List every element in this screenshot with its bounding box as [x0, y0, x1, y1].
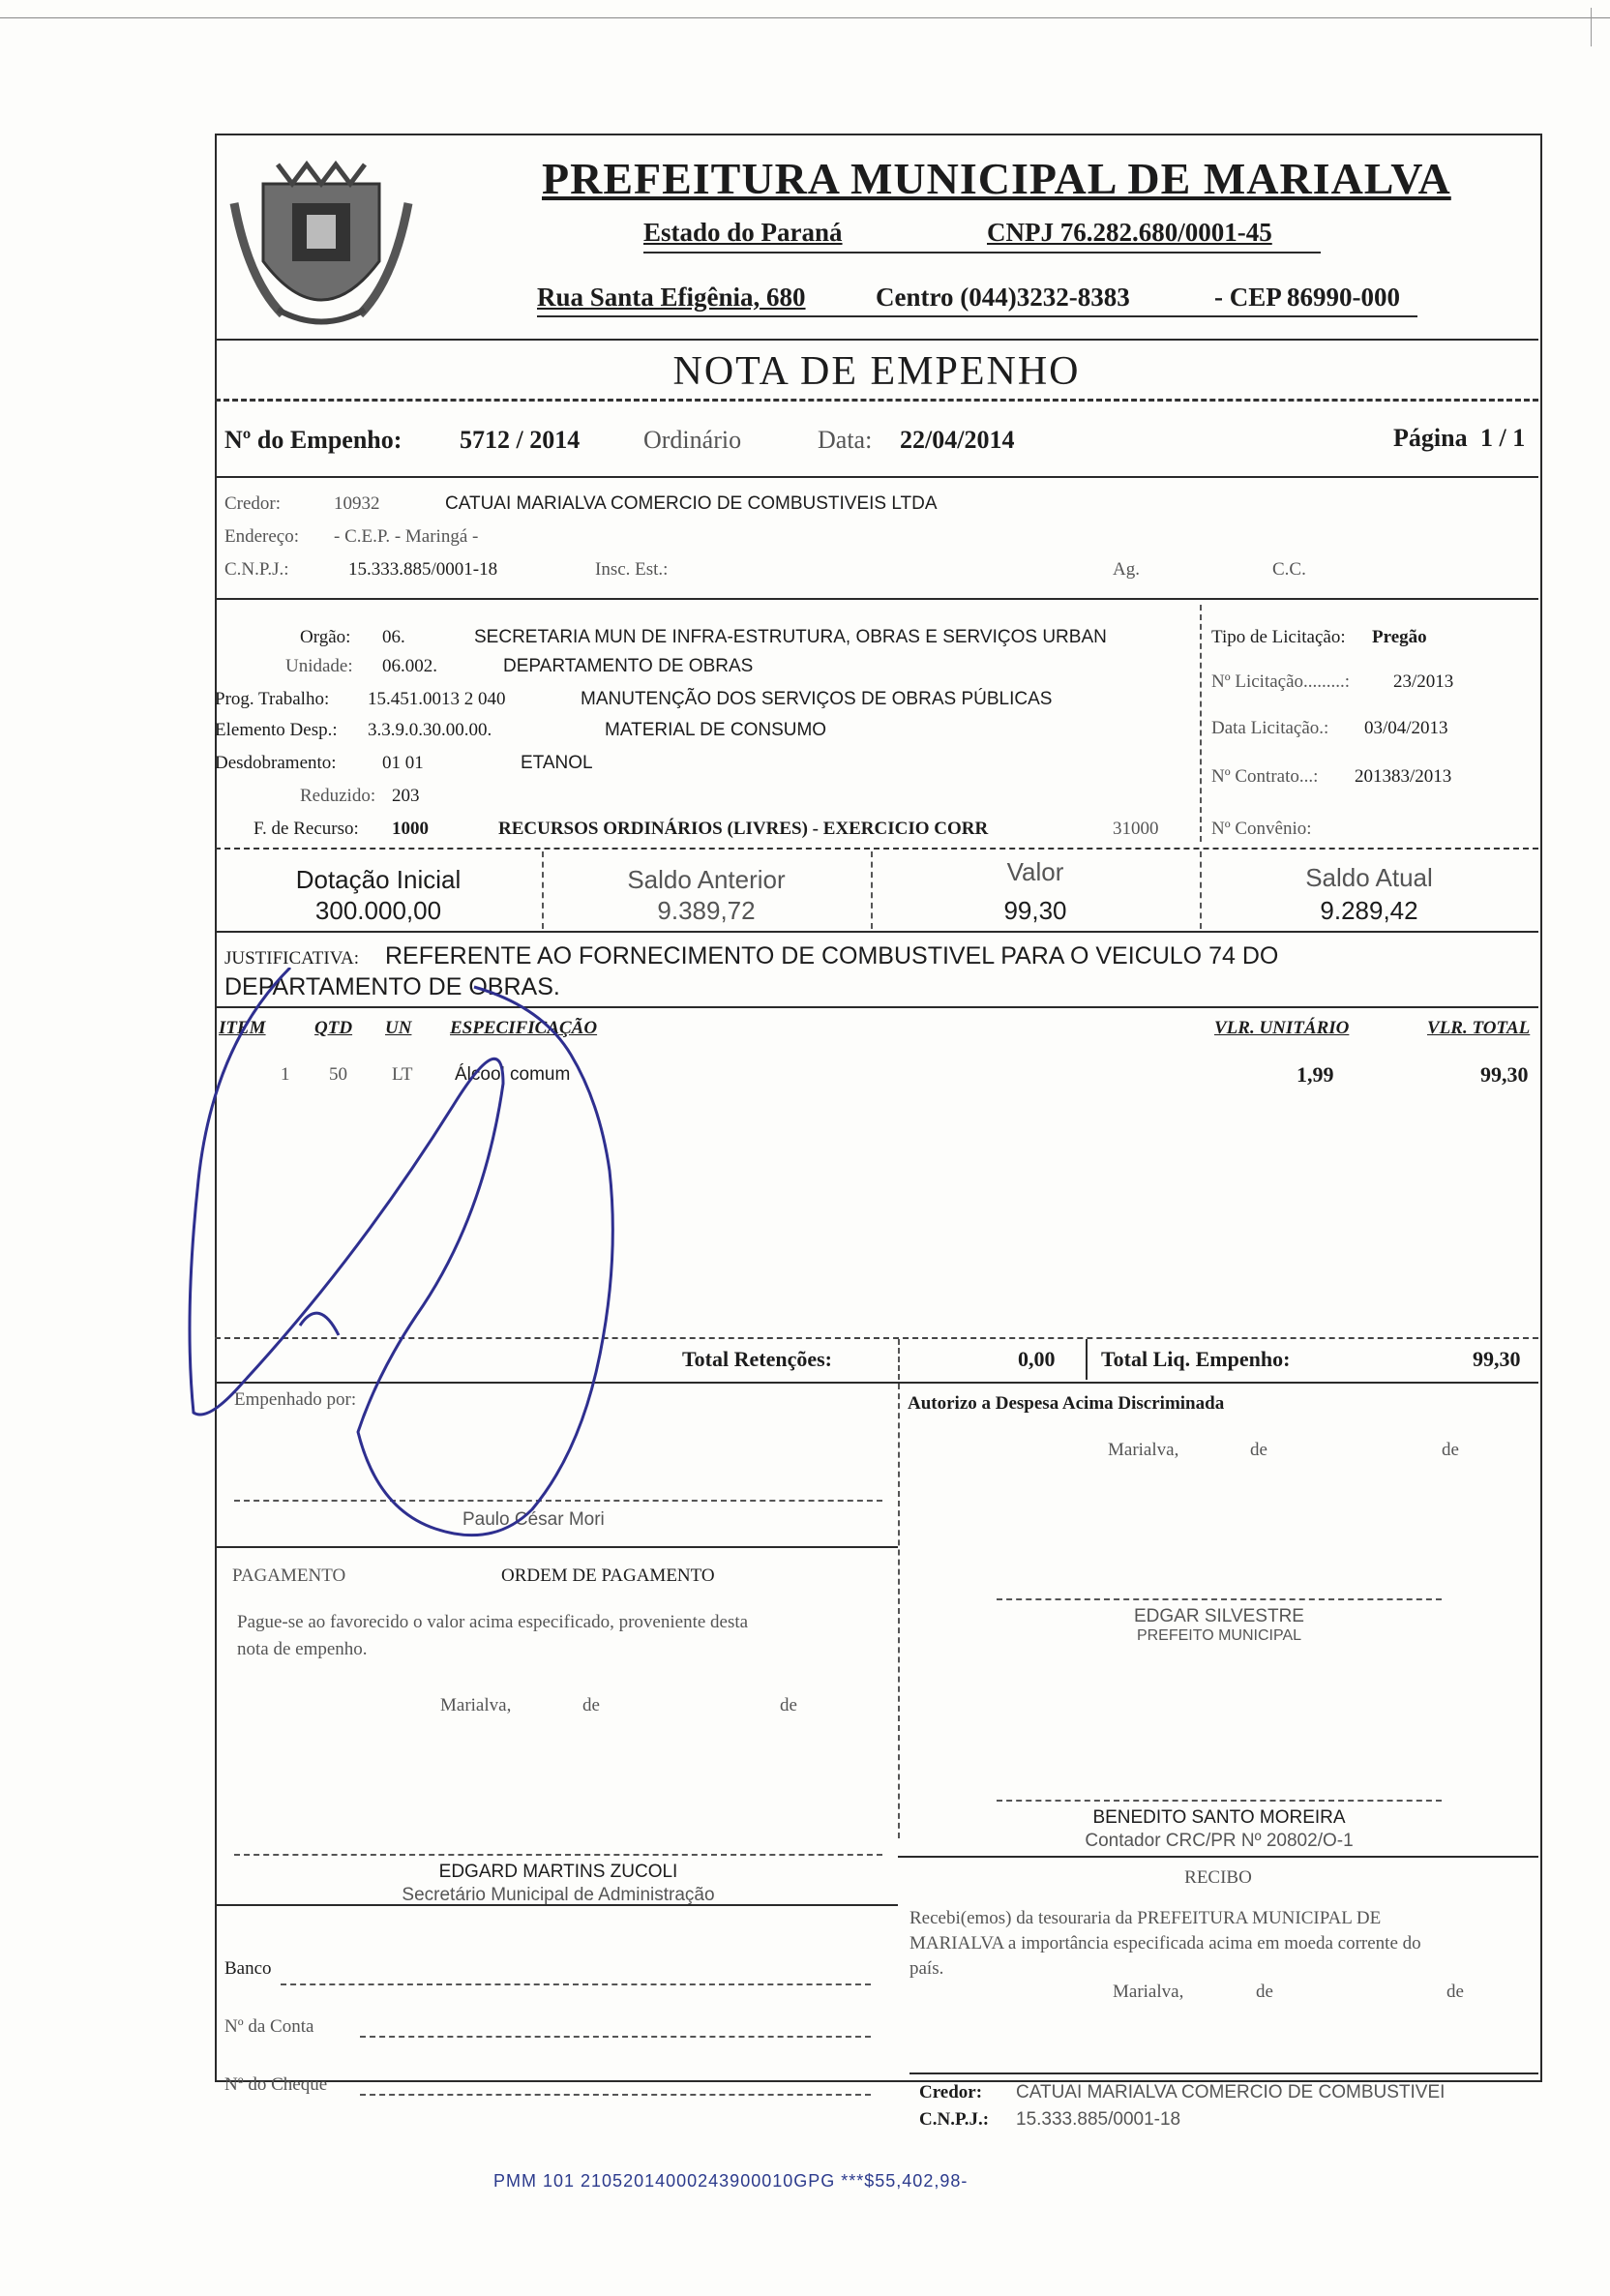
- item-total-value: 99,30: [1480, 1062, 1529, 1087]
- header-title: PREFEITURA MUNICIPAL DE MARIALVA: [542, 154, 1451, 203]
- contrato-value: 201383/2013: [1355, 766, 1452, 787]
- rule-dotacao: [215, 848, 1538, 850]
- col-un: UN: [385, 1018, 412, 1038]
- recibo-text-1: Recebi(emos) da tesouraria da PREFEITURA MUNICIPAL DE: [909, 1908, 1382, 1928]
- prefeito-signature-line: [997, 1598, 1442, 1600]
- banco-label: Banco: [224, 1958, 272, 1979]
- pagamento-city: Marialva,: [440, 1695, 512, 1715]
- contador-title: Contador CRC/PR Nº 20802/O-1: [1085, 1831, 1354, 1851]
- pagamento-text-1: Pague-se ao favorecido o valor acima especificado, proveniente desta: [237, 1612, 749, 1632]
- prefeito-name: EDGAR SILVESTRE: [1134, 1606, 1304, 1626]
- prefeito-title: PREFEITO MUNICIPAL: [1136, 1627, 1302, 1644]
- rule-saldos: [215, 931, 1538, 933]
- secretario-name: EDGARD MARTINS ZUCOLI: [438, 1862, 678, 1882]
- numero-cheque-label: Nº do Cheque: [224, 2074, 328, 2095]
- header-cnpj: CNPJ 76.282.680/0001-45: [987, 218, 1272, 247]
- empenho-number: 5712 / 2014: [460, 426, 581, 454]
- ie-label: Insc. Est.:: [595, 559, 669, 580]
- pagamento-de-2: de: [780, 1695, 797, 1715]
- recibo-label: RECIBO: [1184, 1867, 1252, 1888]
- autorizo-de-2: de: [1442, 1440, 1459, 1460]
- conta-field-line: [360, 2036, 871, 2038]
- prog-code: 15.451.0013 2 040: [368, 689, 506, 709]
- recibo-text-3: país.: [909, 1958, 944, 1979]
- empenho-type: Ordinário: [643, 426, 742, 454]
- justificativa-line-1: REFERENTE AO FORNECIMENTO DE COMBUSTIVEL PARA O VEICULO 74 DO: [385, 942, 1279, 969]
- ordem-pagamento-label: ORDEM DE PAGAMENTO: [501, 1565, 715, 1586]
- totals-divider-1: [898, 1339, 900, 1380]
- page-label: Página: [1393, 424, 1468, 452]
- handwritten-signature: [184, 968, 687, 1567]
- item-spec: Álcool comum: [455, 1064, 571, 1085]
- valor-label: Valor: [1006, 857, 1064, 886]
- fonte-label: F. de Recurso:: [253, 819, 359, 839]
- saldo-anterior-value: 9.389,72: [657, 896, 756, 925]
- prog-name: MANUTENÇÃO DOS SERVIÇOS DE OBRAS PÚBLICAS: [581, 689, 1053, 709]
- rule-recibo: [898, 1856, 1538, 1858]
- liquido-value: 99,30: [1473, 1347, 1521, 1371]
- rule-title-bottom: [215, 399, 1538, 402]
- numero-conta-label: Nº da Conta: [224, 2016, 314, 2037]
- licitacao-tipo-label: Tipo de Licitação:: [1211, 627, 1346, 647]
- unidade-code: 06.002.: [382, 656, 437, 676]
- pagamento-text-2: nota de empenho.: [237, 1639, 368, 1659]
- recibo-de-2: de: [1446, 1982, 1464, 2002]
- saldo-anterior-label: Saldo Anterior: [627, 865, 786, 894]
- unidade-label: Unidade:: [285, 656, 353, 676]
- secretario-title: Secretário Municipal de Administração: [402, 1885, 715, 1905]
- contador-name: BENEDITO SANTO MOREIRA: [1092, 1807, 1346, 1828]
- address-rule: [537, 315, 1417, 317]
- conta-corrente-label: C.C.: [1272, 559, 1306, 580]
- header-state: Estado do Paraná: [643, 218, 843, 247]
- saldo-atual-label: Saldo Atual: [1305, 863, 1433, 892]
- fonte-code: 1000: [392, 819, 429, 839]
- elemento-code: 3.3.9.0.30.00.00.: [368, 720, 492, 740]
- page-number: 1 / 1: [1480, 424, 1526, 452]
- credor-footer-cnpj-label: C.N.P.J.:: [919, 2109, 990, 2130]
- prog-label: Prog. Trabalho:: [215, 689, 330, 709]
- header-rule: [643, 252, 1321, 253]
- retencoes-value: 0,00: [1018, 1347, 1056, 1371]
- rule-title-top: [215, 339, 1538, 341]
- licitacao-tipo-value: Pregão: [1372, 627, 1427, 647]
- empenho-label: Nº do Empenho:: [224, 426, 402, 454]
- banco-field-line: [281, 1983, 871, 1985]
- header-cep: - CEP 86990-000: [1214, 283, 1400, 312]
- scan-edge-line: [0, 17, 1610, 18]
- coat-of-arms-logo: [224, 145, 418, 339]
- dotacao-inicial-value: 300.000,00: [314, 896, 442, 925]
- empenho-date-label: Data:: [818, 426, 873, 454]
- credor-label: Credor:: [224, 493, 282, 514]
- credor-cnpj-label: C.N.P.J.:: [224, 559, 289, 580]
- credor-footer-signature-line: [909, 2072, 1538, 2074]
- licitacao-num-value: 23/2013: [1393, 671, 1454, 692]
- recibo-de-1: de: [1256, 1982, 1273, 2002]
- autorizo-de-1: de: [1250, 1440, 1267, 1460]
- saldo-atual-value: 9.289,42: [1320, 896, 1418, 925]
- cheque-field-line: [360, 2094, 871, 2096]
- contrato-label: Nº Contrato...:: [1211, 766, 1319, 787]
- credor-name: CATUAI MARIALVA COMERCIO DE COMBUSTIVEIS LTDA: [445, 493, 938, 514]
- orgao-name: SECRETARIA MUN DE INFRA-ESTRUTURA, OBRAS E SERVIÇOS URBAN: [474, 627, 1107, 647]
- lower-divider: [898, 1384, 900, 1838]
- desdobramento-name: ETANOL: [521, 753, 593, 773]
- bank-authentication: PMM 101 21052014000243900010GPG ***$55,402,98-: [493, 2171, 969, 2191]
- recibo-city: Marialva,: [1113, 1982, 1184, 2002]
- item-un: LT: [392, 1064, 413, 1085]
- desdobramento-label: Desdobramento:: [215, 753, 337, 773]
- col-qtd: QTD: [314, 1018, 353, 1038]
- licitacao-num-label: Nº Licitação.........:: [1211, 671, 1351, 692]
- desdobramento-code: 01 01: [382, 753, 424, 773]
- col-item: ITEM: [219, 1018, 266, 1038]
- credor-cnpj: 15.333.885/0001-18: [348, 559, 498, 580]
- licitacao-divider: [1200, 605, 1202, 842]
- col-especificacao: ESPECIFICAÇÃO: [450, 1018, 598, 1038]
- credor-code: 10932: [334, 493, 380, 514]
- item-qtd: 50: [329, 1064, 347, 1085]
- endereco-value: - C.E.P. - Maringá -: [334, 526, 479, 547]
- scan-edge-mark: [1591, 8, 1592, 46]
- licitacao-data-label: Data Licitação.:: [1211, 718, 1329, 738]
- credor-footer-name: CATUAI MARIALVA COMERCIO DE COMBUSTIVEI: [1016, 2082, 1446, 2102]
- endereco-label: Endereço:: [224, 526, 300, 547]
- credor-footer-cnpj: 15.333.885/0001-18: [1016, 2109, 1181, 2130]
- col-vlr-unitario: VLR. UNITÁRIO: [1214, 1018, 1350, 1038]
- fonte-name: RECURSOS ORDINÁRIOS (LIVRES) - EXERCICIO CORR: [498, 819, 989, 839]
- totals-divider-2: [1086, 1339, 1088, 1380]
- header-address: Rua Santa Efigênia, 680: [537, 283, 806, 312]
- orgao-label: Orgão:: [300, 627, 351, 647]
- elemento-name: MATERIAL DE CONSUMO: [605, 720, 827, 740]
- pagamento-label: PAGAMENTO: [232, 1565, 346, 1586]
- reduzido-value: 203: [392, 786, 420, 806]
- autorizo-city: Marialva,: [1108, 1440, 1179, 1460]
- reduzido-label: Reduzido:: [300, 786, 376, 806]
- item-unit-value: 1,99: [1297, 1062, 1334, 1087]
- valor-value: 99,30: [1003, 896, 1067, 925]
- rule-credor: [215, 598, 1538, 600]
- dotacao-inicial-label: Dotação Inicial: [295, 865, 462, 894]
- orgao-code: 06.: [382, 627, 405, 647]
- fonte-extra: 31000: [1113, 819, 1159, 839]
- convenio-label: Nº Convênio:: [1211, 819, 1312, 839]
- rule-banco: [215, 1904, 898, 1906]
- unidade-name: DEPARTAMENTO DE OBRAS: [503, 656, 754, 676]
- justificativa-label: JUSTIFICATIVA:: [224, 948, 360, 969]
- contador-signature-line: [997, 1800, 1442, 1802]
- empenhado-label: Empenhado por:: [234, 1389, 357, 1410]
- empenhado-signer: Paulo César Mori: [462, 1509, 605, 1530]
- doc-title: NOTA DE EMPENHO: [672, 349, 1081, 394]
- credor-footer-label: Credor:: [919, 2082, 983, 2102]
- rule-summary: [215, 476, 1538, 478]
- pagamento-de-1: de: [582, 1695, 600, 1715]
- item-number: 1: [281, 1064, 290, 1085]
- empenho-date: 22/04/2014: [900, 426, 1015, 454]
- elemento-label: Elemento Desp.:: [215, 720, 338, 740]
- secretario-signature-line: [234, 1854, 882, 1856]
- col-vlr-total: VLR. TOTAL: [1427, 1018, 1531, 1038]
- licitacao-data-value: 03/04/2013: [1364, 718, 1448, 738]
- liquido-label: Total Liq. Empenho:: [1101, 1347, 1291, 1371]
- retencoes-label: Total Retenções:: [682, 1347, 832, 1371]
- header-phone: Centro (044)3232-8383: [876, 283, 1130, 312]
- autorizo-label: Autorizo a Despesa Acima Discriminada: [908, 1393, 1225, 1414]
- recibo-text-2: MARIALVA a importância especificada acima em moeda corrente do: [909, 1933, 1421, 1953]
- agencia-label: Ag.: [1113, 559, 1140, 580]
- justificativa-line-2: DEPARTAMENTO DE OBRAS.: [224, 973, 560, 1000]
